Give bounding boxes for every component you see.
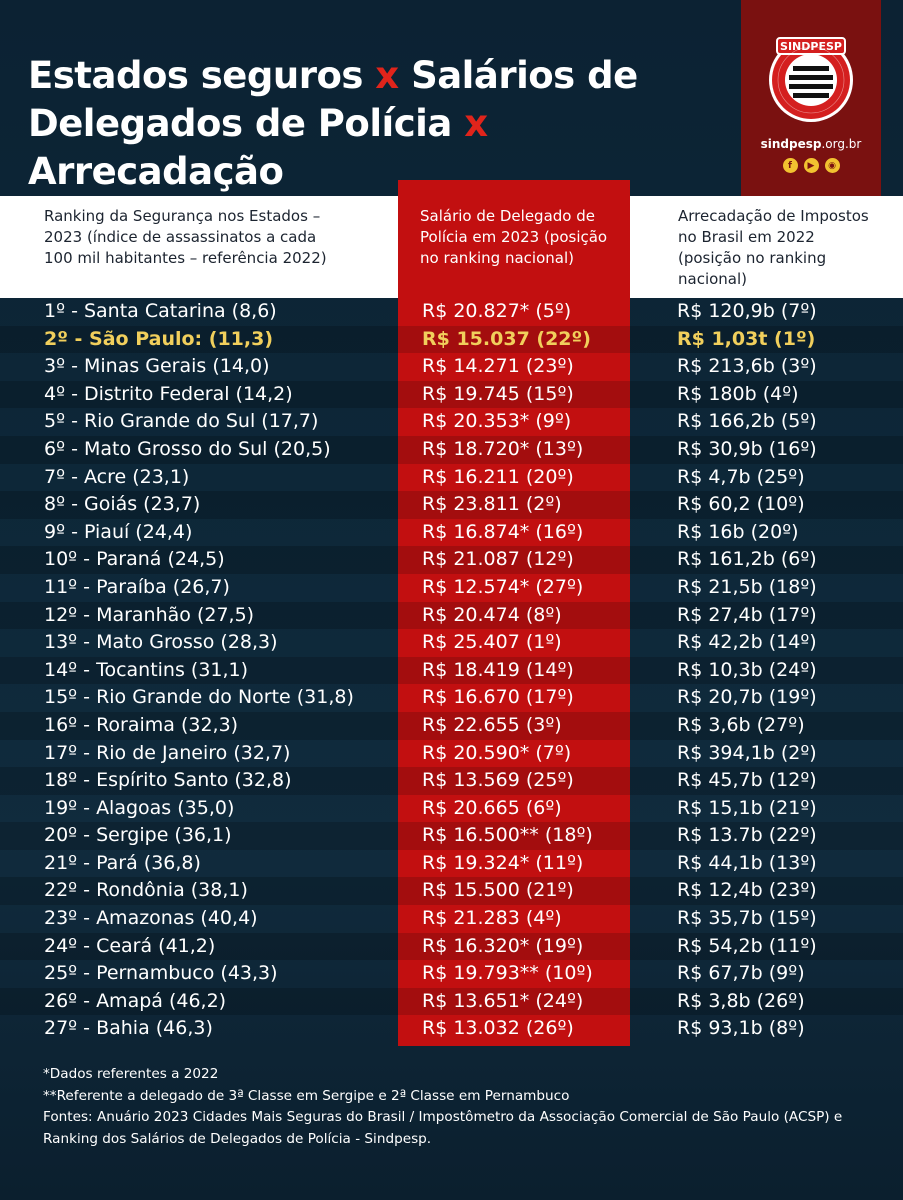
table-row xyxy=(0,491,903,519)
table-row xyxy=(0,740,903,768)
title-part-3: Delegados de Polícia xyxy=(28,102,452,145)
header-security-ranking: Ranking da Segurança nos Estados – 2023 (índice de assassinatos a cada 100 mil habitantes – referência 2022) xyxy=(44,207,327,267)
state-cell: 14º - Tocantins (31,1) xyxy=(44,658,249,681)
state-cell: 21º - Pará (36,8) xyxy=(44,851,201,874)
state-cell: 15º - Rio Grande do Norte (31,8) xyxy=(44,686,354,709)
salary-cell: R$ 20.827* (5º) xyxy=(422,300,572,322)
state-cell: 8º - Goiás (23,7) xyxy=(44,493,201,516)
salary-cell: R$ 13.032 (26º) xyxy=(422,1017,574,1040)
salary-cell: R$ 21.087 (12º) xyxy=(422,548,574,571)
title-x-1: x xyxy=(375,54,399,97)
table-row xyxy=(0,712,903,740)
logo-panel xyxy=(741,0,881,196)
salary-cell: R$ 23.811 (2º) xyxy=(422,493,562,516)
site-url-domain: .org.br xyxy=(821,137,862,151)
salary-cell: R$ 16.211 (20º) xyxy=(422,465,574,488)
state-cell: 19º - Alagoas (35,0) xyxy=(44,796,235,819)
facebook-icon[interactable]: f xyxy=(783,158,798,173)
table-row xyxy=(0,298,903,326)
table-row xyxy=(0,546,903,574)
revenue-cell: R$ 1,03t (1º) xyxy=(677,327,816,350)
salary-cell: R$ 18.720* (13º) xyxy=(422,437,584,460)
state-cell: 3º - Minas Gerais (14,0) xyxy=(44,355,270,378)
state-cell: 24º - Ceará (41,2) xyxy=(44,934,216,957)
sindpesp-logo xyxy=(763,28,859,124)
table-row xyxy=(0,657,903,685)
salary-cell: R$ 20.590* (7º) xyxy=(422,741,572,764)
table-row xyxy=(0,629,903,657)
table-row xyxy=(0,933,903,961)
revenue-cell: R$ 42,2b (14º) xyxy=(677,631,817,654)
footnote-delegate-class: **Referente a delegado de 3ª Classe em Sergipe e 2ª Classe em Pernambuco xyxy=(43,1087,570,1104)
state-cell: 5º - Rio Grande do Sul (17,7) xyxy=(44,410,319,433)
revenue-cell: R$ 394,1b (2º) xyxy=(677,741,817,764)
table-row xyxy=(0,1015,903,1043)
site-url-bold: sindpesp xyxy=(760,137,822,151)
revenue-cell: R$ 21,5b (18º) xyxy=(677,575,817,598)
revenue-cell: R$ 180b (4º) xyxy=(677,382,799,405)
revenue-cell: R$ 3,6b (27º) xyxy=(677,713,805,736)
social-links xyxy=(741,158,881,173)
revenue-cell: R$ 16b (20º) xyxy=(677,520,799,543)
revenue-cell: R$ 35,7b (15º) xyxy=(677,907,817,930)
salary-cell: R$ 16.500** (18º) xyxy=(422,824,593,847)
table-row xyxy=(0,408,903,436)
state-cell: 20º - Sergipe (36,1) xyxy=(44,824,232,847)
salary-cell: R$ 19.324* (11º) xyxy=(422,851,584,874)
revenue-cell: R$ 10,3b (24º) xyxy=(677,658,817,681)
table-row xyxy=(0,905,903,933)
state-cell: 27º - Bahia (46,3) xyxy=(44,1017,213,1040)
salary-cell: R$ 22.655 (3º) xyxy=(422,713,562,736)
page-title xyxy=(28,52,748,196)
salary-cell: R$ 13.569 (25º) xyxy=(422,769,574,792)
revenue-cell: R$ 4,7b (25º) xyxy=(677,465,805,488)
youtube-icon[interactable]: ▶ xyxy=(804,158,819,173)
revenue-cell: R$ 3,8b (26º) xyxy=(677,989,805,1012)
state-cell: 25º - Pernambuco (43,3) xyxy=(44,962,278,985)
table-row xyxy=(0,353,903,381)
state-cell: 26º - Amapá (46,2) xyxy=(44,989,227,1012)
revenue-cell: R$ 44,1b (13º) xyxy=(677,851,817,874)
revenue-cell: R$ 120,9b (7º) xyxy=(677,300,817,322)
table-row xyxy=(0,960,903,988)
table-row xyxy=(0,519,903,547)
salary-cell: R$ 20.353* (9º) xyxy=(422,410,572,433)
footer-notes xyxy=(43,1064,883,1150)
table-row xyxy=(0,988,903,1016)
revenue-cell: R$ 161,2b (6º) xyxy=(677,548,817,571)
revenue-cell: R$ 30,9b (16º) xyxy=(677,437,817,460)
salary-cell: R$ 21.283 (4º) xyxy=(422,907,562,930)
state-cell: 17º - Rio de Janeiro (32,7) xyxy=(44,741,291,764)
state-cell: 4º - Distrito Federal (14,2) xyxy=(44,382,293,405)
salary-cell: R$ 19.793** (10º) xyxy=(422,962,593,985)
logo-text: SINDPESP xyxy=(780,40,842,53)
state-cell: 13º - Mato Grosso (28,3) xyxy=(44,631,278,654)
table-row xyxy=(0,574,903,602)
table-row xyxy=(0,767,903,795)
header-salary: Salário de Delegado de Polícia em 2023 (posição no ranking nacional) xyxy=(420,207,608,267)
state-cell: 2º - São Paulo: (11,3) xyxy=(44,327,274,350)
site-url[interactable] xyxy=(741,137,881,151)
table-row xyxy=(0,850,903,878)
state-cell: 22º - Rondônia (38,1) xyxy=(44,879,248,902)
footnote-2022: *Dados referentes a 2022 xyxy=(43,1066,219,1082)
ranking-table xyxy=(0,298,903,1043)
table-row xyxy=(0,464,903,492)
salary-cell: R$ 16.320* (19º) xyxy=(422,934,584,957)
title-part-2: Salários de xyxy=(411,54,638,97)
table-row xyxy=(0,684,903,712)
salary-cell: R$ 19.745 (15º) xyxy=(422,382,574,405)
salary-cell: R$ 15.037 (22º) xyxy=(422,327,591,350)
revenue-cell: R$ 60,2 (10º) xyxy=(677,493,805,516)
salary-cell: R$ 12.574* (27º) xyxy=(422,575,584,598)
sources-text: Fontes: Anuário 2023 Cidades Mais Seguras do Brasil / Impostômetro da Associação Comercial de São Paulo (ACSP) e Ranking dos Salários de Delegados de Polícia - Sindpesp. xyxy=(43,1109,843,1147)
revenue-cell: R$ 27,4b (17º) xyxy=(677,603,817,626)
table-row xyxy=(0,602,903,630)
table-row xyxy=(0,326,903,354)
salary-cell: R$ 15.500 (21º) xyxy=(422,879,574,902)
revenue-cell: R$ 13.7b (22º) xyxy=(677,824,817,847)
title-x-2: x xyxy=(464,102,488,145)
state-cell: 18º - Espírito Santo (32,8) xyxy=(44,769,292,792)
state-cell: 23º - Amazonas (40,4) xyxy=(44,907,258,930)
salary-cell: R$ 16.670 (17º) xyxy=(422,686,574,709)
salary-cell: R$ 20.474 (8º) xyxy=(422,603,562,626)
salary-cell: R$ 25.407 (1º) xyxy=(422,631,562,654)
salary-cell: R$ 20.665 (6º) xyxy=(422,796,562,819)
salary-cell: R$ 16.874* (16º) xyxy=(422,520,584,543)
title-part-4: Arrecadação xyxy=(28,150,284,193)
state-cell: 12º - Maranhão (27,5) xyxy=(44,603,255,626)
revenue-cell: R$ 54,2b (11º) xyxy=(677,934,817,957)
state-cell: 7º - Acre (23,1) xyxy=(44,465,190,488)
revenue-cell: R$ 12,4b (23º) xyxy=(677,879,817,902)
state-cell: 10º - Paraná (24,5) xyxy=(44,548,225,571)
revenue-cell: R$ 15,1b (21º) xyxy=(677,796,817,819)
table-row xyxy=(0,795,903,823)
revenue-cell: R$ 45,7b (12º) xyxy=(677,769,817,792)
revenue-cell: R$ 213,6b (3º) xyxy=(677,355,817,378)
title-part-1: Estados seguros xyxy=(28,54,363,97)
header-tax-revenue: Arrecadação de Impostos no Brasil em 2022 (posição no ranking nacional) xyxy=(678,207,869,288)
state-cell: 9º - Piauí (24,4) xyxy=(44,520,193,543)
state-cell: 1º - Santa Catarina (8,6) xyxy=(44,300,277,322)
revenue-cell: R$ 93,1b (8º) xyxy=(677,1017,805,1040)
salary-cell: R$ 18.419 (14º) xyxy=(422,658,574,681)
revenue-cell: R$ 166,2b (5º) xyxy=(677,410,817,433)
table-row xyxy=(0,436,903,464)
state-cell: 16º - Roraima (32,3) xyxy=(44,713,239,736)
revenue-cell: R$ 67,7b (9º) xyxy=(677,962,805,985)
table-row xyxy=(0,822,903,850)
revenue-cell: R$ 20,7b (19º) xyxy=(677,686,817,709)
salary-cell: R$ 14.271 (23º) xyxy=(422,355,574,378)
salary-cell: R$ 13.651* (24º) xyxy=(422,989,584,1012)
table-row xyxy=(0,381,903,409)
state-cell: 11º - Paraíba (26,7) xyxy=(44,575,230,598)
instagram-icon[interactable]: ◉ xyxy=(825,158,840,173)
state-cell: 6º - Mato Grosso do Sul (20,5) xyxy=(44,437,331,460)
table-row xyxy=(0,877,903,905)
